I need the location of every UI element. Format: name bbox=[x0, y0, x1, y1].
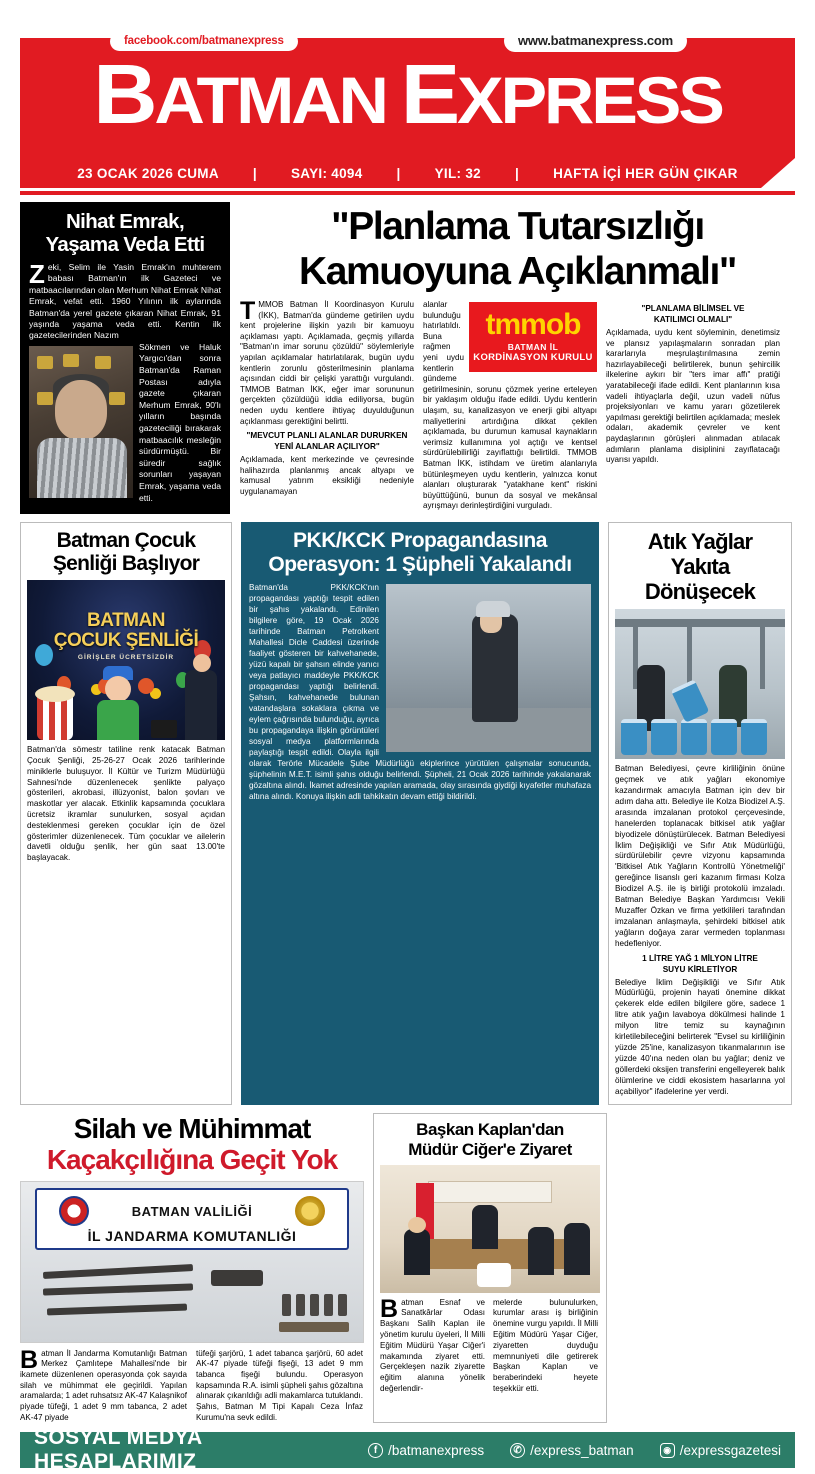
festival-poster-title1: BATMAN bbox=[87, 610, 165, 632]
ammo-row-icon bbox=[279, 1322, 349, 1332]
left-column bbox=[20, 202, 230, 514]
festival-poster-image bbox=[27, 580, 225, 740]
kaplan-headline-line1: Başkan Kaplan'dan bbox=[416, 1119, 564, 1139]
main-col1-p2: Açıklamada, kent merkezinde ve çevresinde halihazırda planlanmış ancak altyapı ve kamusal yatırım eksikliği nedeniyle uygulanamayan bbox=[240, 455, 414, 496]
atik-body-2: Belediye İklim Değişikliği ve Sıfır Atık Müdürlüğü, projenin hayati önemine dikkat çekerek elde edilen bilgilere göre, sadece 1 litre atık yağın lavaboya dökülmesi halinde 1 milyon litre temiz su kaynağının kirletilebileceğini belirterek "Evsel su kirliliğinin yüzde 25'ine, kanalizasyon tıkanmalarının ise yüzde 40'ına neden olan bu yağlar; deniz ve göllerdeki oksijen transferini engelleyerek balık ölümlerine ve ciddi ekosistem hasarlarına yol açabiliyor" ifadelerine yer verdi. bbox=[615, 977, 785, 1096]
footer-accounts bbox=[368, 1443, 781, 1458]
pkk-photo bbox=[386, 584, 591, 752]
separator-3: | bbox=[515, 165, 520, 181]
main-column-1 bbox=[240, 297, 414, 514]
facebook-url-pill[interactable]: facebook.com/batmanexpress bbox=[110, 32, 298, 51]
magazine-icon-2 bbox=[296, 1294, 305, 1316]
content-row-3 bbox=[20, 1113, 795, 1424]
atik-headline-line3: Dönüşecek bbox=[644, 579, 756, 605]
tmmob-logo bbox=[469, 302, 597, 372]
obituary-body-2: Sökmen ve Haluk Yargıcı'dan sonra Batman'da Raman Postası adıyla gazete çıkaran Merhum Emrak, 90'lı yılların başında gazeteciliği bırakarak matbaacılık mesleğin sürdürmüştü. Bir süredir sağlık sorunları yaşayan Emrak, yaşama veda etti. bbox=[139, 341, 221, 503]
silah-column-2 bbox=[196, 1349, 363, 1424]
instagram-icon: ◉ bbox=[660, 1443, 675, 1458]
kaplan-headline bbox=[380, 1120, 600, 1160]
main-col3-subhead-line1: "PLANLAMA BİLİMSEL VE bbox=[641, 304, 745, 313]
festival-headline bbox=[27, 529, 225, 575]
festival-poster-title2: ÇOCUK ŞENLİĞİ bbox=[53, 630, 199, 652]
main-headline bbox=[240, 202, 795, 300]
publication-date: 23 OCAK 2026 CUMA bbox=[77, 165, 219, 181]
tmmob-logo-sub2: KORDİNASYON KURULU bbox=[473, 352, 593, 363]
silah-headline-line2: Kaçakçılığına Geçit Yok bbox=[46, 1143, 338, 1175]
pkk-headline-line2: Operasyon: 1 Şüpheli Yakalandı bbox=[268, 553, 572, 577]
main-story[interactable] bbox=[240, 202, 795, 514]
silah-col1: Batman İl Jandarma Komutanlığı Batman Merkez Çamlıtepe Mahallesi'nde bir ikamete düzenlenen operasyonda çok sayıda silah ve mühimmat ele geçirildi. Yapılan aramalarda; 1 adet ruhsatsız AK-47 Kalaşnikof piyade tüfeği, 1 adet 9 mm tabanca, 2 adet AK-47 piyade bbox=[20, 1345, 187, 1422]
masthead-rule bbox=[20, 191, 795, 195]
masthead-notch bbox=[761, 158, 795, 188]
instagram-account[interactable] bbox=[660, 1443, 781, 1458]
newspaper-front-page bbox=[0, 33, 815, 1474]
main-col3-subhead-line2: KATILIMCI OLMALI" bbox=[653, 315, 733, 324]
twitter-handle: /express_batman bbox=[530, 1442, 634, 1458]
separator-2: | bbox=[396, 165, 401, 181]
twitter-account[interactable] bbox=[510, 1443, 634, 1458]
pistol-icon bbox=[211, 1270, 263, 1286]
masthead-info-bar bbox=[20, 158, 795, 188]
obituary-article[interactable] bbox=[20, 202, 230, 514]
main-col1-p1: TMMOB Batman İl Koordinasyon Kurulu (İKK), Batman'da gündeme getirilen uydu kent projelerine ilişkin yazılı bir kamuoyu açıklaması yaptı. Açıklamada, geçmiş yıllarda "Batman'ın imar sorunu çözüldü" söylemleriyle yapılan açıklamalar hatırlatılarak, bugün uydu kentlerin zorunlu gösterilmesinin planlama açısından ciddi bir çelişki yarattığı vurgulandı. TMMOB Batman İKK, eğer imar sorununun gerçekten çözüldüğü iddia ediliyorsa, bugün neden uydu kentlere ihtiyaç duyulduğunun açıklanması gerektiğini belirtti. bbox=[240, 297, 414, 426]
separator-1: | bbox=[252, 165, 257, 181]
main-column-3 bbox=[606, 300, 780, 514]
facebook-icon: f bbox=[368, 1443, 383, 1458]
main-col3-p1: Açıklamada, uydu kent söyleminin, denetimsiz ve plansız yapılaşmaların sonradan plan kararlarıyla meşrulaştırılmasına zemin hazırlayabileceği belirtilerek, bunun şehircilik ilkelerine aykırı bir "ters imar affı" pratiği yaratabileceği ifade edildi. Kent planlarının kısa vadeli ihtiyaçlarla değil, uzun vadeli nüfus projeksiyonları ve kamu yararı gözetilerek yapılması gerektiği belirtilen açıklamada; meslek odaları, akademik çevreler ve kent paydaşlarının görüşleri alınmadan atılacak adımların planlama disiplinini zayıflatacağı uyarısı yapıldı. bbox=[606, 328, 780, 465]
facebook-account[interactable] bbox=[368, 1443, 484, 1458]
atik-headline-line2: Yakıta bbox=[670, 554, 730, 580]
kaplan-headline-line2: Müdür Ciğer'e Ziyaret bbox=[408, 1139, 572, 1159]
pkk-headline bbox=[249, 529, 591, 577]
main-column-2 bbox=[423, 300, 597, 514]
tmmob-logo-sub1: BATMAN İL bbox=[507, 342, 559, 353]
silah-headline-line1: Silah ve Mühimmat bbox=[73, 1112, 311, 1144]
pkk-operation-article[interactable] bbox=[241, 522, 599, 1104]
kaplan-col2: melerde bulunulurken, kurumlar arası iş birliğinin önemine vurgu yapıldı. İl Milli Eğitim Müdürü Yaşar Ciğer, ziyaretten duyduğu memnuniyeti dile getirerek Başkan Kaplan ve beraberindeki heyete teşekkür etti. bbox=[493, 1297, 598, 1393]
silah-columns bbox=[20, 1345, 364, 1424]
publication-year: YIL: 32 bbox=[434, 165, 481, 181]
festival-article[interactable] bbox=[20, 522, 232, 1104]
facebook-handle: /batmanexpress bbox=[388, 1442, 485, 1458]
kaplan-col1: Batman Esnaf ve Sanatkârlar Odası Başkanı Salih Kaplan ile yönetim kurulu üyeleri, İl Milli Eğitim Müdürü Yaşar Ciğer'i makamında ziyaret etti. Gerçekleşen nazik ziyarette eğitim alanına yönelik değerlendir- bbox=[380, 1294, 485, 1393]
clown-head-icon bbox=[105, 676, 131, 702]
newspaper-title bbox=[0, 44, 815, 150]
main-col2-p1: alanlar bulunduğu hatırlatıldı. Buna rağmen yeni uydu kentlerin gündeme getirilmesinin, sorunu çözmek yerine erteleyen bir yaklaşım olduğu ifade edildi. Uydu kentlerin ulaşım, su, kanalizasyon ve enerji gibi altyapı maliyetlerini artırdığına dikkat çekilen açıklamada, bu durumun kamusal kaynakların verimsiz kullanımına yol açtığı ve kentsel sürdürülebilirliği zayıflattığı belirtildi. TMMOB Batman İKK, istihdam ve üretim alanlarıyla bütünleşmeyen uydu kentlerin, yalnızca konut alanları oluşturarak "yatakhane kent" riskini büyüttüğünü, bunun da sosyal ve mekânsal ayrışmayı derinleştirdiğini vurguladı. bbox=[423, 300, 597, 511]
main-headline-line1: "Planlama Tutarsızlığı bbox=[331, 205, 704, 248]
content-row-1 bbox=[20, 202, 795, 514]
atik-photo bbox=[615, 609, 785, 759]
rifle-icon-2 bbox=[43, 1283, 193, 1295]
magician-figure bbox=[185, 670, 217, 740]
obituary-headline-line2: Yaşama Veda Etti bbox=[45, 233, 205, 256]
rifle-icon-3 bbox=[47, 1303, 187, 1315]
main-headline-line2: Kamuoyuna Açıklanmalı" bbox=[298, 250, 737, 293]
festival-headline-line2: Şenliği Başlıyor bbox=[52, 552, 200, 576]
top-hat-icon bbox=[151, 720, 177, 738]
obituary-photo bbox=[29, 346, 133, 498]
website-url-pill[interactable]: www.batmanexpress.com bbox=[504, 30, 687, 52]
twitter-icon: ✆ bbox=[510, 1443, 525, 1458]
footer-title: SOSYAL MEDYA HESAPLARIMIZ bbox=[34, 1426, 202, 1474]
magazine-icon-1 bbox=[282, 1294, 291, 1316]
atik-subhead bbox=[615, 953, 785, 975]
magazine-icon-5 bbox=[338, 1294, 347, 1316]
atik-body-1: Batman Belediyesi, çevre kirliliğinin önüne geçmek ve atık yağları ekonomiye kazandırmak amacıyla Batman için dev bir adım daha attı. Belediye ile Kolza Biodizel A.Ş. arasında imzalanan protokol çerçevesinde, hanelerden toplanacak bitkisel atık yağlar biyodizele dönüştürülecek. Batman Belediyesi İklim Değişikliği ve Sıfır Atık Müdürlüğü, sürdürülebilir çevre vizyonu kapsamında 'Bitkisel Atık Yağların Kontrollü Yönetmeliği' gereğince lisanslı geri kazanım firması Kolza Biodizel A.Ş. ile iş birliği protokolü imzaladı. Batman Belediye Başkan Yardımcısı Vekili Muzaffer Özkan ve firma yetkilileri tarafından imzalanan anlaşmayla, şehirdeki bitkisel atık yağların doğaya zarar vermeden toplanması hedefleniyor. bbox=[615, 764, 785, 948]
social-media-footer bbox=[20, 1426, 795, 1474]
atik-subhead-line1: 1 LİTRE YAĞ 1 MİLYON LİTRE bbox=[642, 953, 758, 963]
title-express: EXPRESS bbox=[400, 47, 722, 141]
instagram-handle: /expressgazetesi bbox=[679, 1442, 781, 1458]
kaplan-visit-article[interactable] bbox=[373, 1113, 607, 1424]
issue-number: SAYI: 4094 bbox=[290, 165, 363, 181]
silah-photo-text2: İL JANDARMA KOMUTANLIĞI bbox=[87, 1227, 297, 1244]
title-batman: BATMAN bbox=[93, 47, 386, 141]
pkk-body: Batman'da PKK/KCK'nın propagandası yaptığı tespit edilen bir şahıs yakalandı. Edinilen bilgilere göre, 19 Ocak 2026 tarihinde Batman Petrolkent Mahallesi Dicle Caddesi üzerinde faaliyet gösteren bir kahvehanede, yüzü kapalı bir şahsın elinde yanıcı veya patlayıcı maddeyle PKK/KCK propagandası yaptığı belirlendi. Şahsın, kahvehanede bulunan vatandaşlara sokaklara çıkma ve eylem çağrısında bulunduğu, ayrıca bu propagandaya ilişkin görüntüleri sosyal medya platformlarında paylaştığı tespit edildi. Olayla ilgili olarak Terörle Mücadele Şube Müdürlüğü ekiplerince yürütülen çalışmalar sonucunda, şüphelinin M.E.T. isimli şahıs olduğu belirlendi. Şüpheli, 21 Ocak 2026 tarihinde yakalanarak gözaltına alındı. İkamet adresinde yapılan aramada, olay sırasında giydiği kıyafetler muhafaza altına alındı. Konuya ilişkin adli tahkikatın devam ettiği bildirildi. bbox=[249, 583, 591, 802]
weapons-smuggling-article[interactable] bbox=[20, 1113, 364, 1424]
clown-hair-right-icon bbox=[138, 678, 154, 694]
magazine-icon-4 bbox=[324, 1294, 333, 1316]
silah-photo bbox=[20, 1181, 364, 1343]
main-col1-subhead-line1: "MEVCUT PLANLI ALANLAR DURURKEN bbox=[246, 431, 408, 441]
silah-photo-text1: BATMAN VALİLİĞİ bbox=[131, 1203, 253, 1219]
atik-headline bbox=[615, 529, 785, 604]
main-col3-subhead bbox=[606, 303, 780, 325]
obituary-headline-line1: Nihat Emrak, bbox=[65, 210, 185, 233]
festival-headline-line1: Batman Çocuk bbox=[56, 529, 196, 553]
kaplan-column-2 bbox=[493, 1298, 598, 1395]
silah-col2: tüfeği şarjörü, 1 adet tabanca şarjörü, 60 adet AK-47 piyade tüfeği fişeği, 13 adet 9 mm tabanca fişeği bulundu. Operasyon kapsamında R.A. isimli şüpheli şahıs gözaltına alınarak çıkarıldığı adli makamlarca tutuklandı. Şahıs, Batman M Tipi Kapalı Ceza İnfaz Kurumu'na sevk edildi. bbox=[196, 1348, 363, 1422]
silah-column-1 bbox=[20, 1345, 187, 1424]
main-col1-subhead bbox=[240, 430, 414, 452]
masthead bbox=[20, 33, 795, 158]
kaplan-column-1 bbox=[380, 1294, 485, 1395]
kaplan-photo bbox=[380, 1165, 600, 1293]
atik-subhead-line2: SUYU KİRLETİYOR bbox=[662, 964, 738, 974]
rifle-icon-1 bbox=[43, 1264, 193, 1279]
popcorn-icon bbox=[37, 696, 73, 740]
obituary-body-1: Zeki, Selim ile Yasin Emrak'ın muhterem babası Batman'ın ilk Gazeteci ve matbaacılarından olan Merhum Nihat Emrak Nihat Emrak, vefat etti. 1960 Yılının ilk aylarında Batman'da yerel gazete çıkaran Nihat Emrak, 91 yaşında yaşama veda etti. Kentin ilk gazetecilerinden Nazım bbox=[29, 259, 221, 341]
tmmob-logo-text: tmmob bbox=[485, 308, 581, 342]
silah-headline bbox=[20, 1113, 364, 1175]
content-row-2 bbox=[20, 522, 795, 1104]
waste-oil-article[interactable] bbox=[608, 522, 792, 1104]
pkk-headline-line1: PKK/KCK Propagandasına bbox=[293, 529, 547, 553]
obituary-headline bbox=[29, 210, 221, 256]
atik-headline-line1: Atık Yağlar bbox=[647, 529, 753, 555]
pkk-body-wrapper bbox=[249, 582, 591, 802]
clown-body-icon bbox=[97, 700, 139, 740]
publication-frequency: HAFTA İÇİ HER GÜN ÇIKAR bbox=[553, 165, 738, 181]
main-col1-subhead-line2: YENİ ALANLAR AÇILIYOR" bbox=[274, 442, 380, 452]
main-story-columns bbox=[240, 297, 795, 514]
festival-body: Batman'da sömestr tatiline renk katacak Batman Çocuk Şenliği, 25-26-27 Ocak 2026 tarihlerinde miniklerle buluşuyor. İl Kültür ve Turizm Müdürlüğü Sahnesi'nde düzenlenecek şenlikte palyaço gösterileri, akrobasi, illüzyonist, balon şovları ve maskotlar yer alacak. Etkinlik kapsamında çocuklara ücretsiz ikramlar sunulurken, sosyal açıdan desteklenmesi gereken çocuklar için de özel gösterimler düzenlenecek. Tüm çocuklar ve ailelerin davetli olduğu şenlik, her gün saat 13.00'te başlayacak. bbox=[27, 745, 225, 863]
kaplan-columns bbox=[380, 1294, 600, 1395]
magazine-icon-3 bbox=[310, 1294, 319, 1316]
festival-poster-subtitle: GİRİŞLER ÜCRETSİZDİR bbox=[77, 654, 175, 662]
